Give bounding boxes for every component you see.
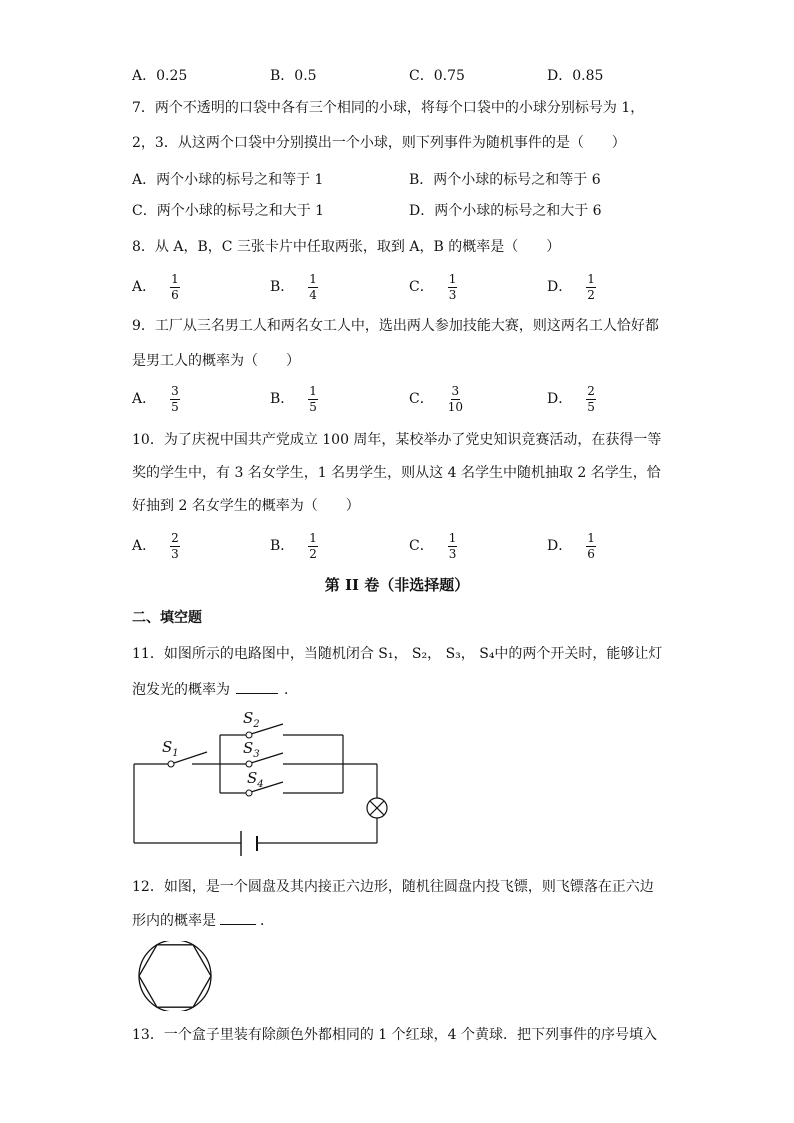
q7-stem-line2: 2，3．从这两个口袋中分别摸出一个小球，则下列事件为随机事件的是（ ） <box>132 135 626 151</box>
numerator: 3 <box>171 384 179 398</box>
q9-option-d-fraction <box>586 385 596 413</box>
numerator: 1 <box>309 531 317 545</box>
q11-stem-line1: 11．如图所示的电路图中，当随机闭合 S₁， S₂， S₃， S₄中的两个开关时，能够让灯 <box>132 646 663 662</box>
denominator: 5 <box>587 399 595 414</box>
q10-stem-line1: 10．为了庆祝中国共产党成立 100 周年，某校举办了党史知识竞赛活动，在获得一等 <box>132 432 662 448</box>
q6-option-c: C．0.75 <box>409 68 465 84</box>
q8-option-a <box>132 273 180 301</box>
denominator: 2 <box>309 546 317 561</box>
q10-option-d-fraction <box>586 532 596 560</box>
q10-option-c-label: C． <box>409 538 434 555</box>
denominator: 4 <box>309 287 317 302</box>
q10-option-d-label: D． <box>547 538 573 555</box>
q8-option-a-fraction <box>170 273 180 301</box>
denominator: 6 <box>587 546 595 561</box>
q11-stem-end: ． <box>284 682 298 698</box>
denominator: 5 <box>171 399 179 414</box>
denominator: 3 <box>448 546 457 561</box>
q9-option-a-fraction <box>170 385 180 413</box>
q9-option-a-label: A． <box>132 391 157 408</box>
q9-stem-line1: 9．工厂从三名男工人和两名女工人中，选出两人参加技能大赛，则这两名工人恰好都 <box>132 318 659 334</box>
q10-option-b-label: B． <box>270 538 295 555</box>
q9-option-d-label: D． <box>547 391 573 408</box>
q7-option-b: B．两个小球的标号之和等于 6 <box>409 172 601 188</box>
numerator: 1 <box>448 531 457 545</box>
s1-label: $S_1$ <box>162 738 179 759</box>
q7-option-a: A．两个小球的标号之和等于 1 <box>132 172 324 188</box>
numerator: 1 <box>171 272 179 286</box>
numerator: 1 <box>587 531 595 545</box>
q10-option-a-label: A． <box>132 538 157 555</box>
q8-option-b-fraction <box>308 273 318 301</box>
q7-option-d: D．两个小球的标号之和大于 6 <box>409 203 602 219</box>
circle-hexagon-figure <box>133 941 217 1011</box>
q10-option-a-fraction <box>170 532 180 560</box>
q12-answer-blank[interactable] <box>220 924 256 925</box>
q8-option-b-label: B． <box>270 279 295 296</box>
q10-option-c <box>409 532 457 560</box>
s3-label: $S_3$ <box>243 739 260 760</box>
s3-contact <box>246 761 252 767</box>
q8-stem: 8．从 A，B，C 三张卡片中任取两张，取到 A，B 的概率是（ ） <box>132 239 561 255</box>
q11-answer-blank[interactable] <box>236 693 278 694</box>
numerator: 1 <box>587 272 595 286</box>
q9-option-d <box>547 385 596 413</box>
q10-stem-line3: 好抽到 2 名女学生的概率为（ ） <box>132 498 360 514</box>
s4-contact <box>246 790 252 796</box>
s1-switch-blade <box>174 752 207 763</box>
q11-stem-text: 泡发光的概率为 <box>132 682 230 698</box>
numerator: 3 <box>451 384 460 398</box>
q6-option-a: A．0.25 <box>132 68 188 84</box>
q12-stem-end: ． <box>260 913 274 929</box>
q8-option-d-fraction <box>586 273 596 301</box>
denominator: 5 <box>309 399 317 414</box>
denominator: 10 <box>447 399 463 414</box>
q12-stem-line1: 12．如图，是一个圆盘及其内接正六边形，随机往圆盘内投飞镖，则飞镖落在正六边 <box>132 879 654 895</box>
q9-option-a <box>132 385 180 413</box>
q10-stem-line2: 奖的学生中，有 3 名女学生，1 名男学生，则从这 4 名学生中随机抽取 2 名学生，恰 <box>132 465 661 481</box>
q8-option-d <box>547 273 596 301</box>
q6-option-b: B．0.5 <box>270 68 317 84</box>
denominator: 6 <box>171 287 179 302</box>
denominator: 2 <box>587 287 595 302</box>
denominator: 3 <box>171 546 179 561</box>
q10-option-a <box>132 532 180 560</box>
q9-option-b-fraction <box>308 385 318 413</box>
q7-option-c: C．两个小球的标号之和大于 1 <box>132 203 325 219</box>
s2-contact <box>246 732 252 738</box>
q9-option-c-fraction <box>448 385 463 413</box>
q8-option-b <box>270 273 318 301</box>
q10-option-d <box>547 532 596 560</box>
denominator: 3 <box>448 287 457 302</box>
q8-option-d-label: D． <box>547 279 573 296</box>
q8-option-c-fraction <box>448 273 458 301</box>
section-fill-in-title: 二、填空题 <box>132 610 202 626</box>
s2-label: $S_2$ <box>243 709 260 730</box>
q10-option-c-fraction <box>448 532 458 560</box>
s4-label: $S_4$ <box>247 769 264 790</box>
numerator: 1 <box>448 272 457 286</box>
numerator: 1 <box>309 272 317 286</box>
part2-title: 第 II 卷（非选择题） <box>324 576 470 594</box>
q9-option-b-label: B． <box>270 391 295 408</box>
q9-option-b <box>270 385 318 413</box>
q11-stem-line2 <box>132 683 298 697</box>
q6-option-d: D．0.85 <box>547 68 604 84</box>
q9-option-c-label: C． <box>409 391 434 408</box>
q12-stem-line2 <box>132 914 274 928</box>
s1-contact <box>168 761 174 767</box>
q9-stem-line2: 是男工人的概率为（ ） <box>132 353 300 369</box>
q8-option-c <box>409 273 457 301</box>
q12-stem-text: 形内的概率是 <box>132 913 216 929</box>
circuit-diagram <box>125 705 395 865</box>
q13-stem-line1: 13．一个盒子里装有除颜色外都相同的 1 个红球，4 个黄球．把下列事件的序号填入 <box>132 1027 657 1043</box>
numerator: 2 <box>587 384 595 398</box>
inscribed-hexagon <box>139 945 211 1007</box>
q10-option-b-fraction <box>308 532 318 560</box>
q8-option-c-label: C． <box>409 279 434 296</box>
q10-option-b <box>270 532 318 560</box>
q8-option-a-label: A． <box>132 279 157 296</box>
q7-stem-line1: 7．两个不透明的口袋中各有三个相同的小球，将每个口袋中的小球分别标号为 1， <box>132 100 645 116</box>
numerator: 1 <box>309 384 317 398</box>
numerator: 2 <box>171 531 179 545</box>
q9-option-c <box>409 385 463 413</box>
disc-circle <box>139 941 211 1011</box>
